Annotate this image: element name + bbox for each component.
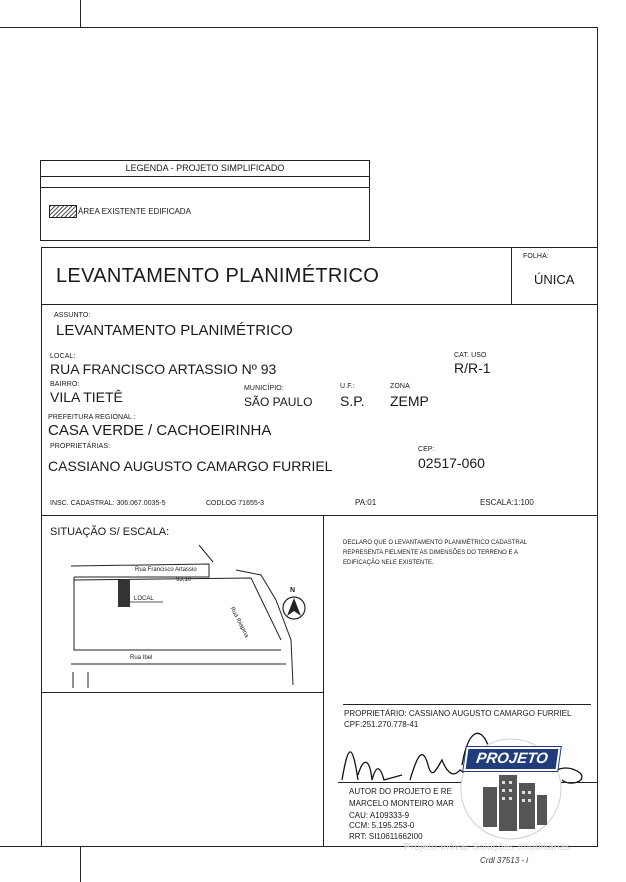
- page-title: LEVANTAMENTO PLANIMÉTRICO: [56, 265, 380, 287]
- author-label: AUTOR DO PROJETO E RE: [349, 787, 452, 796]
- cep-value: 02517-060: [418, 455, 485, 471]
- binding-mark-top: [80, 0, 81, 28]
- block-outline: [74, 577, 281, 650]
- projeto-logo: [459, 737, 563, 841]
- bairro-label: BAIRRO:: [50, 381, 80, 388]
- author-ccm: CCM: 5.195.253-0: [349, 821, 415, 830]
- legend-box: [40, 160, 370, 241]
- number-mark: 93,10: [176, 577, 192, 583]
- declaration-line-3: EDIFICAÇÃO NELE EXISTENTE.: [343, 560, 434, 566]
- binding-mark-bottom: [80, 846, 81, 882]
- map-bottom-divider: [41, 692, 324, 693]
- street-ibiapina-label: Rua Ibiapina: [228, 606, 250, 639]
- owner-cpf: CPF:251.270.778-41: [344, 720, 419, 729]
- street-francisco-label: Rua Francisco Artassio: [135, 567, 197, 573]
- assunto-label: ASSUNTO:: [54, 312, 91, 319]
- folha-label: FOLHA:: [523, 253, 549, 260]
- local-value: RUA FRANCISCO ARTASSIO Nº 93: [50, 361, 277, 377]
- page-border-top: [0, 27, 598, 28]
- north-arrow: [283, 597, 305, 619]
- bairro-value: VILA TIETÊ: [50, 389, 123, 405]
- local-label: LOCAL:: [50, 353, 76, 360]
- site-lot: [118, 580, 130, 607]
- insc-cadastral: INSC. CADASTRAL: 306.067.0035-5: [50, 500, 166, 507]
- assunto-value: LEVANTAMENTO PLANIMÉTRICO: [56, 322, 293, 339]
- street-edge: [199, 545, 213, 562]
- uf-value: S.P.: [340, 393, 365, 409]
- cat-uso-label: CAT. USO: [454, 352, 487, 359]
- situacao-map: [41, 540, 323, 692]
- logo-caption: Projeto Inovar Soluções Imobiliárias: [404, 842, 571, 853]
- uf-label: U.F.:: [340, 383, 355, 390]
- legend-divider-2: [41, 187, 369, 188]
- registry-stamp: Crdl 37513 - i: [480, 856, 529, 865]
- owner-label: PROPRIETÁRIO: CASSIANO AUGUSTO CAMARGO FURRIEL: [344, 709, 572, 718]
- center-divider: [323, 515, 324, 846]
- escala: ESCALA:1:100: [480, 498, 534, 507]
- legend-title: LEGENDA - PROJETO SIMPLIFICADO: [125, 163, 285, 173]
- prefeitura-label: PREFEITURA REGIONAL :: [48, 414, 136, 421]
- legend-item-label: ÁREA EXISTENTE EDIFICADA: [78, 207, 191, 216]
- author-name: MARCELO MONTEIRO MAR: [349, 799, 454, 808]
- cat-uso-value: R/R-1: [454, 360, 491, 376]
- cep-label: CEP:: [418, 446, 435, 453]
- logo-word: PROJETO: [463, 747, 560, 771]
- proprietarias-label: PROPRIETÁRIAS:: [50, 443, 111, 450]
- north-label: N: [290, 587, 296, 594]
- prefeitura-value: CASA VERDE / CACHOEIRINHA: [48, 422, 272, 439]
- owner-signature-line: [343, 704, 591, 705]
- declaration-line-1: DECLARO QUE O LEVANTAMENTO PLANIMÉTRICO CADASTRAL: [343, 540, 528, 546]
- author-rrt: RRT: SI10611662I00: [349, 832, 423, 841]
- declaration-line-2: REPRESENTA FIELMENTE AS DIMENSÕES DO TERRENO E A: [343, 550, 518, 556]
- zona-label: ZONA: [390, 383, 410, 390]
- block-inner: [74, 578, 281, 640]
- local-tag: LOCAL: [134, 596, 154, 602]
- municipio-label: MUNICÍPIO:: [244, 385, 284, 392]
- fields-divider: [41, 515, 597, 516]
- situacao-title: SITUAÇÃO S/ ESCALA:: [50, 526, 170, 538]
- folha-value: ÚNICA: [534, 272, 575, 287]
- author-cau: CAU: A109333-9: [349, 811, 410, 820]
- pa: PA:01: [355, 498, 377, 507]
- title-divider: [41, 304, 597, 305]
- legend-divider-1: [41, 176, 369, 177]
- codlog: CODLOG 71655-3: [206, 500, 264, 507]
- street-ibel-label: Rua Ibel: [130, 655, 153, 661]
- hatch-swatch: [49, 205, 77, 218]
- zona-value: ZEMP: [390, 393, 429, 409]
- municipio-value: SÃO PAULO: [244, 395, 313, 409]
- proprietarias-value: CASSIANO AUGUSTO CAMARGO FURRIEL: [48, 458, 333, 474]
- folha-divider: [511, 247, 512, 304]
